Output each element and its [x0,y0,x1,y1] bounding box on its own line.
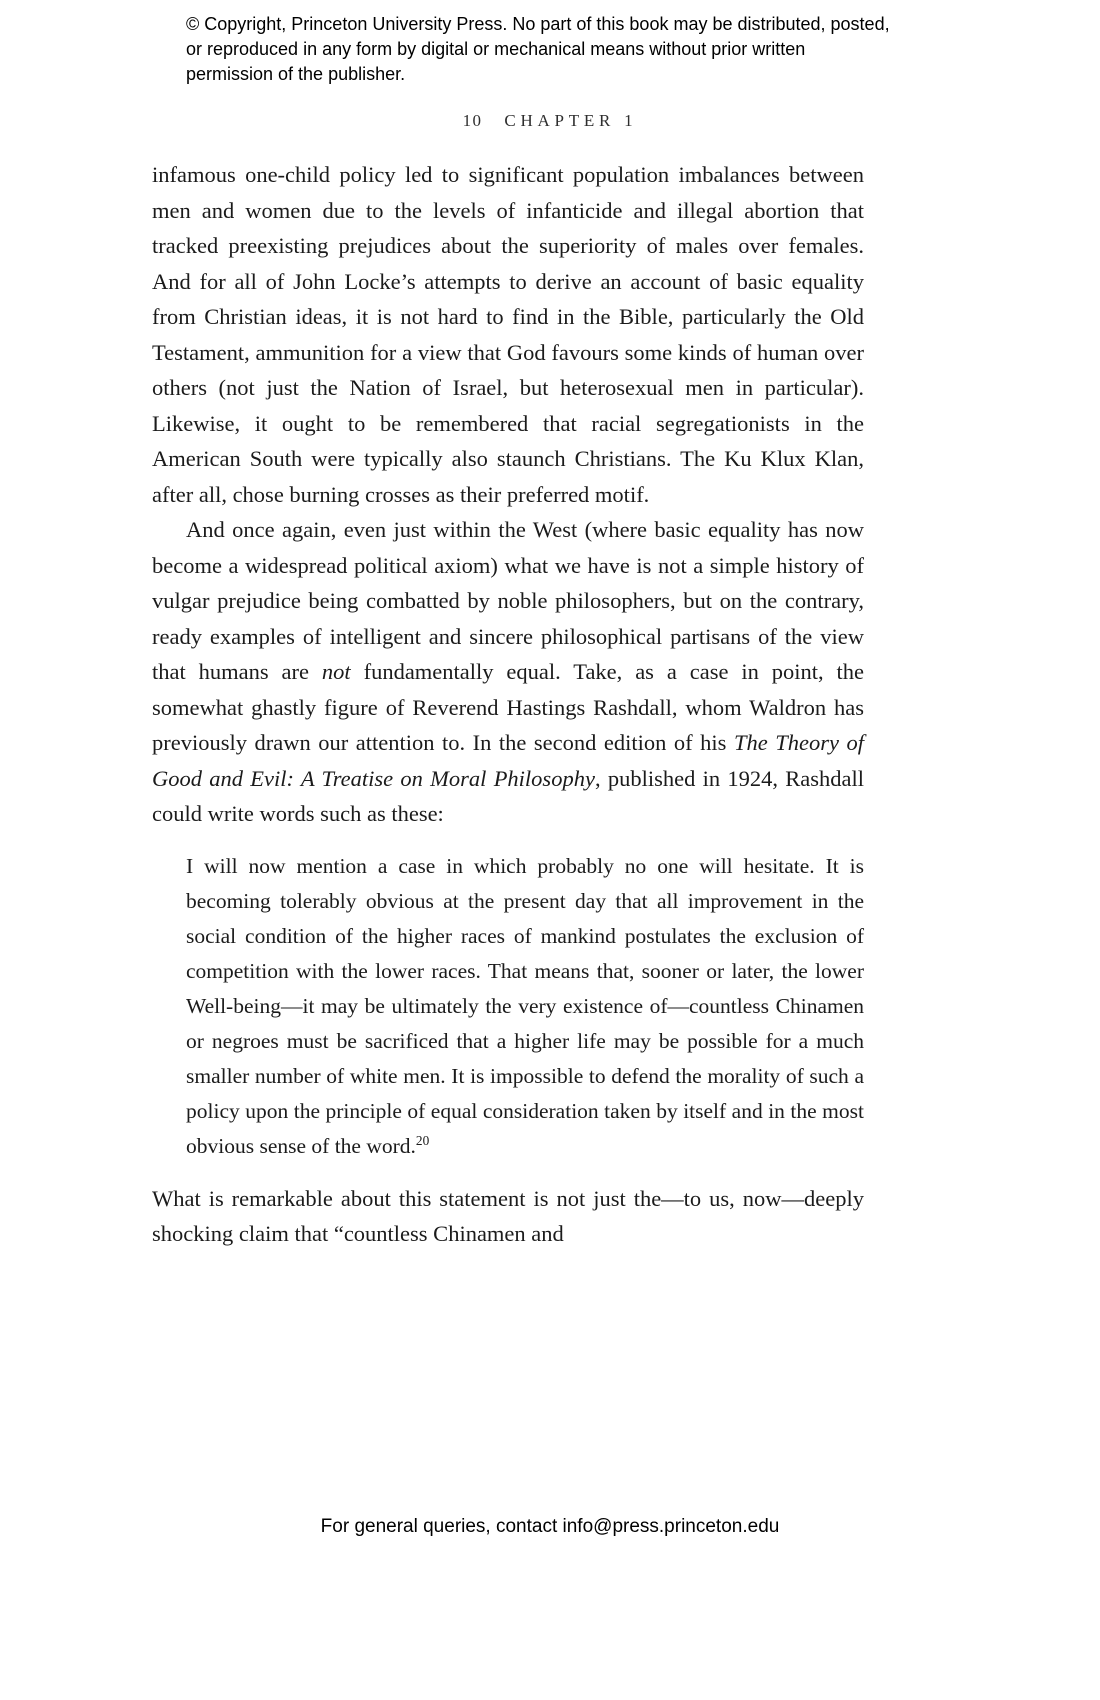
main-text-block [152,157,864,1252]
footer-contact: For general queries, contact info@press.princeton.edu [320,1516,780,1537]
text-segment: And once again, even just within the West (where basic equality has now become a widespread political axiom) what we have is not a simple history of vulgar prejudice being combatted by noble philosophers, but on the contrary, ready examples of intelligent and sincere philosophical partisans of the view that humans are [152,517,864,684]
copyright-notice: © Copyright, Princeton University Press. No part of this book may be distributed, posted, or reproduced in any form by digital or mechanical means without prior written permission of the publisher. [186,14,890,84]
page-number: 10 [462,111,483,130]
page-header [0,111,1100,131]
quote-text: I will now mention a case in which probably no one will hesitate. It is becoming tolerably obvious at the present day that all improvement in the social condition of the higher races of mankind postulates the exclusion of competition with the lower races. That means that, sooner or later, the lower Well-being—it may be ultimately the very existence of—countless Chinamen or negroes must be sacrificed that a higher life may be possible for a much smaller number of white men. It is impossible to defend the morality of such a policy upon the principle of equal consideration taken by itself and in the most obvious sense of the word. [186,853,864,1158]
text-segment: fundamentally equal. Take, as a case in point, the somewhat ghastly figure of Reverend Hastings Rashdall, whom Waldron has previously drawn our attention to. In the second edition of his [152,659,865,755]
running-head: CHAPTER 1 [504,111,638,130]
text-segment: , published in 1924, Rashdall could write words such as these: [152,765,864,826]
paragraph-2 [152,512,864,832]
paragraph-3: What is remarkable about this statement is not just the—to us, now—deeply shocking claim that “countless Chinamen and [152,1185,864,1246]
block-quote [186,849,864,1164]
paragraph-1: infamous one-child policy led to significant population imbalances between men and women due to the levels of infanticide and illegal abortion that tracked preexisting prejudices about the superiority of males over females. And for all of John Locke’s attempts to derive an account of basic equality from Christian ideas, it is not hard to find in the Bible, particularly the Old Testament, ammunition for a view that God favours some kinds of human over others (not just the Nation of Israel, but heterosexual men in particular). Likewise, it ought to be remembered that racial segregationists in the American South were typically also staunch Christians. The Ku Klux Klan, after all, chose burning crosses as their preferred motif. [152,162,864,507]
footnote-ref: 20 [415,1132,430,1148]
book-title: The Theory of Good and Evil: A Treatise on Moral Philosophy [152,730,864,791]
emphasized-word: not [321,659,351,684]
